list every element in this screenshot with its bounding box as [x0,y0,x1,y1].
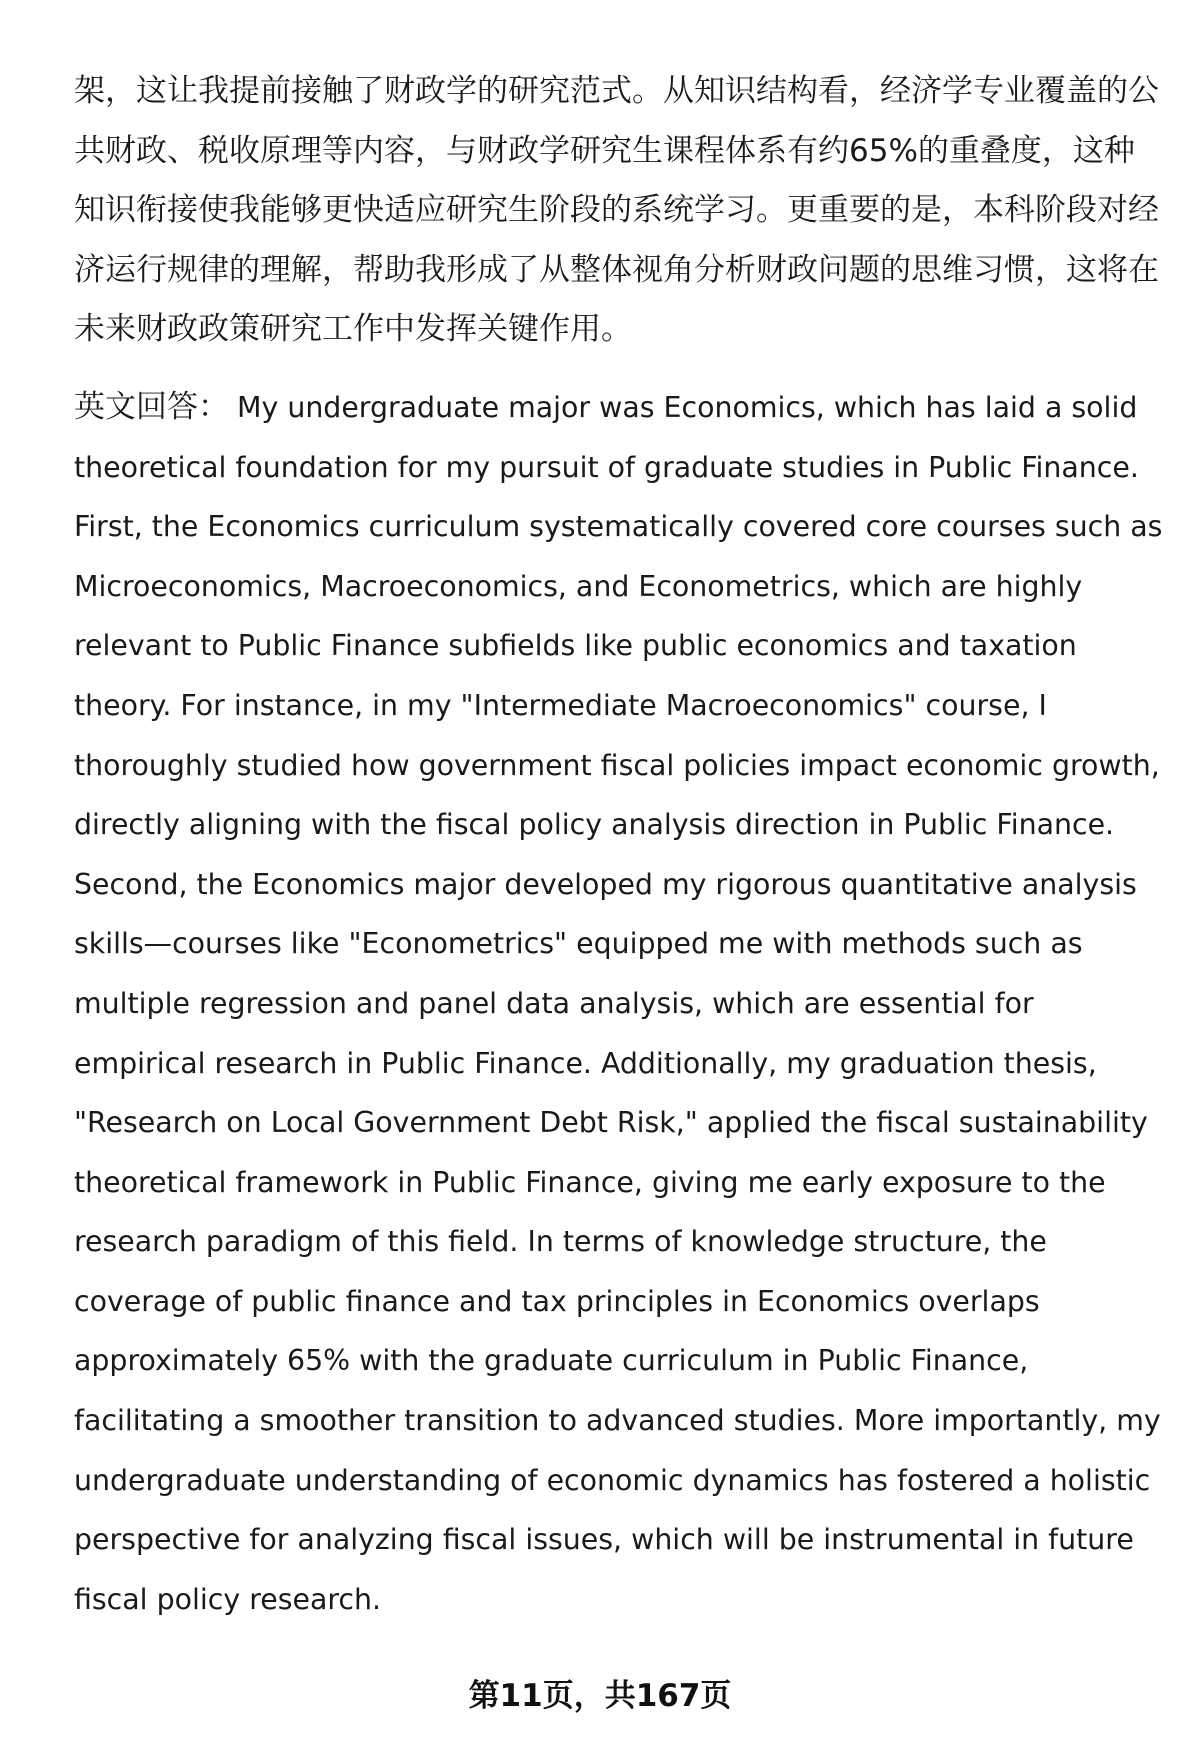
english-answer-paragraph [74,378,1164,1629]
page-number-footer: 第11页，共167页 [468,1678,732,1714]
english-answer-label: 英文回答： [74,388,229,425]
page-content [74,62,1164,1629]
english-answer-text: My undergraduate major was Economics, which has laid a solid theoretical foundation for my pursuit of graduate studies in Public Finance. First, the Economics curriculum systematically covered core courses such as Microeconomics, Macroeconomics, and Econometrics, which are highly relevant to Public Finance subfields like public economics and taxation theory. For instance, in my "Intermediate Macroeconomics" course, I thoroughly studied how government fiscal policies impact economic growth, directly aligning with the fiscal policy analysis direction in Public Finance. Second, the Economics major developed my rigorous quantitative analysis skills—courses like "Econometrics" equipped me with methods such as multiple regression and panel data analysis, which are essential for empirical research in Public Finance. Additionally, my graduation thesis, "Research on Local Government Debt Risk," applied the fiscal sustainability theoretical framework in Public Finance, giving me early exposure to the research paradigm of this field. In terms of knowledge structure, the coverage of public finance and tax principles in Economics overlaps approximately 65% with the graduate curriculum in Public Finance, facilitating a smoother transition to advanced studies. More importantly, my undergraduate understanding of economic dynamics has fostered a holistic perspective for analyzing fiscal issues, which will be instrumental in future fiscal policy research. [74,390,1163,1616]
chinese-answer-paragraph: 架，这让我提前接触了财政学的研究范式。从知识结构看，经济学专业覆盖的公共财政、税收原理等内容，与财政学研究生课程体系有约65%的重叠度，这种知识衔接使我能够更快适应研究生阶段的系统学习。更重要的是，本科阶段对经济运行规律的理解，帮助我形成了从整体视角分析财政问题的思维习惯，这将在未来财政政策研究工作中发挥关键作用。 [74,73,1159,348]
